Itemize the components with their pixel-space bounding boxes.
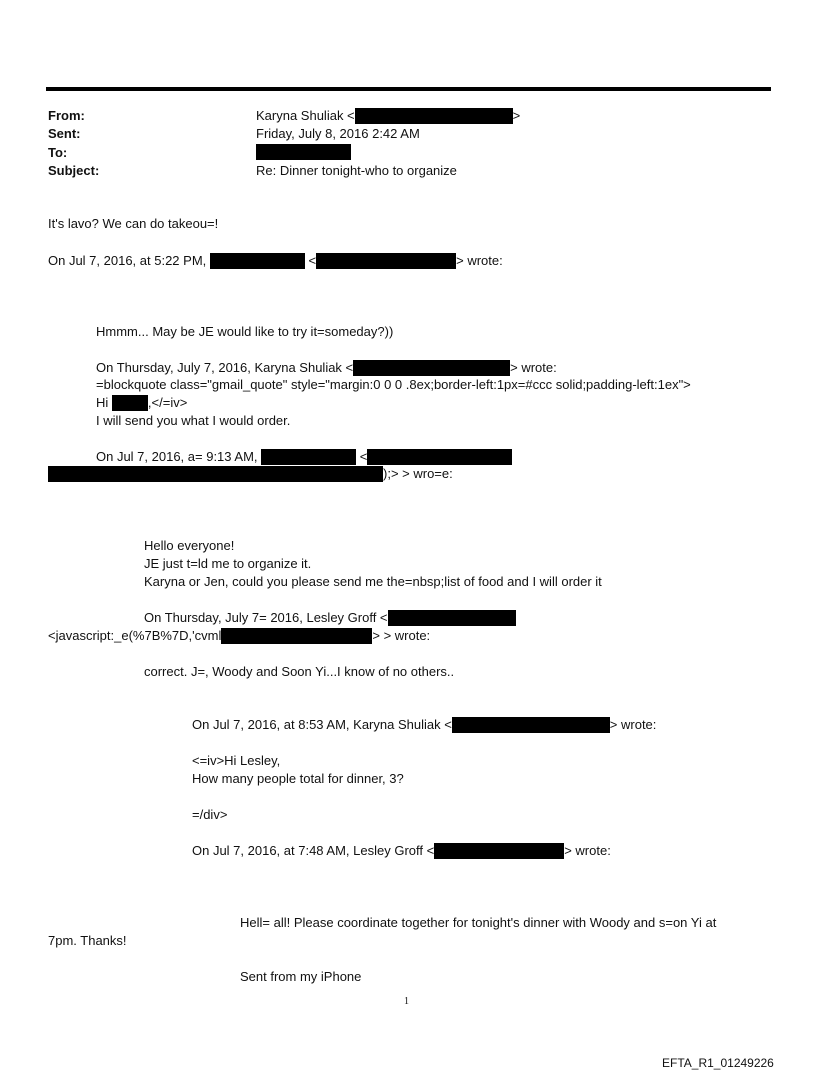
- body-line: =/div>: [192, 807, 228, 822]
- redaction-block: [355, 108, 513, 124]
- body-line: 7pm. Thanks!: [48, 933, 127, 948]
- subject-label: Subject:: [48, 163, 100, 178]
- quote-header: [96, 449, 512, 465]
- quote-header-text: On Jul 7, 2016, at 8:53 AM, Karyna Shuliak <: [192, 717, 452, 732]
- quote-header-text: On Jul 7, 2016, at 7:48 AM, Lesley Groff <: [192, 843, 435, 858]
- quote-header: [144, 610, 516, 626]
- body-text: ,</=iv>: [147, 395, 188, 410]
- from-label: From:: [48, 108, 85, 123]
- header-rule: [46, 87, 771, 91]
- quote-header: [48, 628, 430, 644]
- subject-value: Re: Dinner tonight-who to organize: [256, 163, 457, 178]
- body-line: correct. J=, Woody and Soon Yi...I know of no others..: [144, 664, 455, 679]
- page-number: 1: [404, 996, 409, 1007]
- quote-header-text: > wrote:: [456, 253, 503, 268]
- quote-header-text: On Thursday, July 7= 2016, Lesley Groff <: [144, 610, 388, 625]
- from-name: Karyna Shuliak <: [256, 108, 355, 123]
- sent-label: Sent:: [48, 126, 81, 141]
- from-value: [256, 108, 520, 124]
- quote-header: [192, 717, 656, 733]
- quote-header-text: > > wrote:: [372, 628, 431, 643]
- quote-header-text: <: [359, 449, 368, 464]
- redaction-block: [367, 449, 512, 465]
- body-line: Karyna or Jen, could you please send me the=nbsp;list of food and I will order it: [144, 574, 602, 589]
- redaction-block: [452, 717, 610, 733]
- quote-header-text: > wrote:: [564, 843, 611, 858]
- quote-header: [192, 843, 611, 859]
- redaction-block: [221, 628, 372, 644]
- body-line: Hmmm... May be JE would like to try it=someday?)): [96, 324, 394, 339]
- quote-header-text: On Jul 7, 2016, a= 9:13 AM,: [96, 449, 258, 464]
- quote-header-text: );> > wro=e:: [383, 466, 453, 481]
- quote-header-text: On Jul 7, 2016, at 5:22 PM,: [48, 253, 207, 268]
- body-line: <=iv>Hi Lesley,: [192, 753, 281, 768]
- body-line: JE just t=ld me to organize it.: [144, 556, 312, 571]
- redaction-block: [388, 610, 516, 626]
- redaction-block: [316, 253, 456, 269]
- body-line: =blockquote class="gmail_quote" style="margin:0 0 0 .8ex;border-left:1px=#ccc solid;padding-left:1ex">: [96, 377, 691, 392]
- redaction-block: [210, 253, 305, 269]
- quote-header-text: <: [308, 253, 317, 268]
- body-line: Hello everyone!: [144, 538, 235, 553]
- redaction-block: [256, 144, 351, 160]
- quote-header-text: > wrote:: [609, 717, 657, 732]
- to-value: [256, 144, 351, 160]
- from-close: >: [512, 108, 521, 123]
- quote-header: [48, 466, 453, 482]
- quote-header-text: > wrote:: [510, 360, 557, 375]
- body-line: How many people total for dinner, 3?: [192, 771, 404, 786]
- body-line: Hell= all! Please coordinate together for tonight's dinner with Woody and s=on Yi at: [240, 915, 717, 930]
- quote-header: [96, 360, 557, 376]
- redaction-block: [48, 466, 383, 482]
- quote-header: [48, 253, 503, 269]
- body-line: [96, 395, 187, 411]
- redaction-block: [112, 395, 148, 411]
- to-label: To:: [48, 145, 68, 160]
- document-id: EFTA_R1_01249226: [662, 1056, 774, 1070]
- body-text: Hi: [96, 395, 109, 410]
- sent-value: Friday, July 8, 2016 2:42 AM: [256, 126, 420, 141]
- body-line: I will send you what I would order.: [96, 413, 291, 428]
- redaction-block: [353, 360, 510, 376]
- redaction-block: [261, 449, 356, 465]
- quote-header-text: <javascript:_e(%7B%7D,'cvml: [48, 628, 222, 643]
- redaction-block: [434, 843, 564, 859]
- body-line: It's lavo? We can do takeou=!: [48, 216, 219, 231]
- quote-header-text: On Thursday, July 7, 2016, Karyna Shuliak <: [96, 360, 354, 375]
- signature-line: Sent from my iPhone: [240, 969, 362, 984]
